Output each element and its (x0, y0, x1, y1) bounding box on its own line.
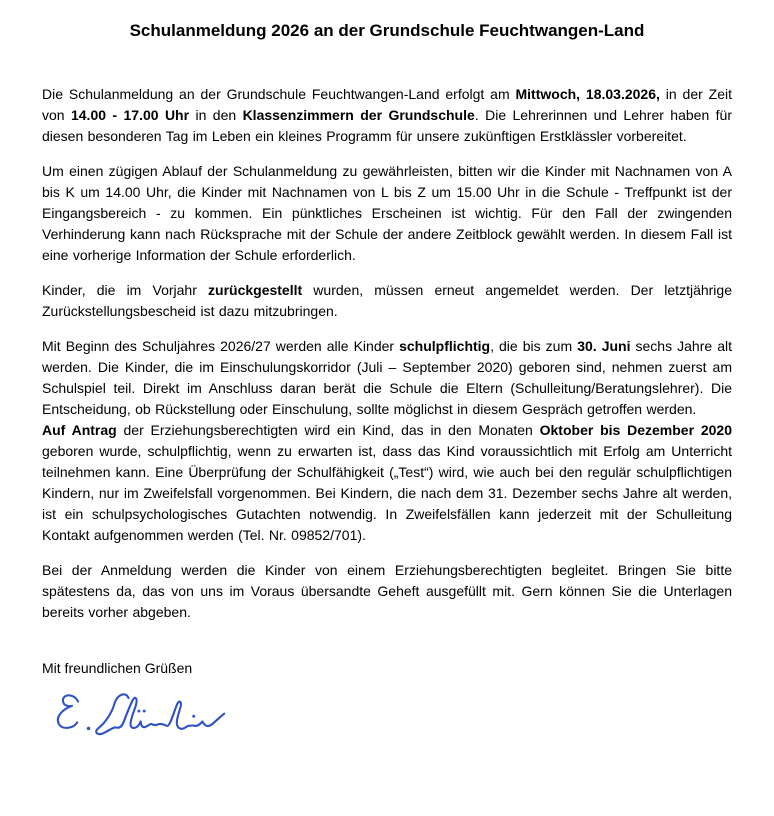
signature (52, 687, 252, 749)
text-run: Die Schulanmeldung an der Grundschule Feuchtwangen-Land erfolgt am (42, 86, 516, 102)
paragraphs-container (42, 84, 732, 623)
text-run: geboren wurde, schulpflichtig, wenn zu erwarten ist, dass das Kind voraussichtlich mit Erfolg am Unterricht teilnehmen kann. Eine Überprüfung der Schulfähigkeit („Test“) wird, wie auch bei den regulär schulpflichtigen Kindern, nur im Zweifelsfall vorgenommen. Bei Kindern, die nach dem 31. Dezember sechs Jahre alt werden, ist ein schulpsychologisches Gutachten notwendig. In Zweifelsfällen kann jederzeit mit der Schulleitung Kontakt aufgenommen werden (Tel. Nr. 09852/701). (42, 443, 732, 543)
bold-text-run: schulpflichtig (399, 338, 491, 354)
bold-text-run: Oktober bis Dezember 2020 (539, 422, 732, 438)
text-run: in den (189, 107, 243, 123)
paragraph (42, 560, 732, 623)
text-run: Kinder, die im Vorjahr (42, 282, 209, 298)
text-run: . Die Lehrerinnen und Lehrer haben für diesen besonderen Tag im Leben ein kleines Programm für unsere zukünftigen Erstklässler vorbereitet. (42, 107, 732, 144)
bold-text-run: 14.00 - 17.00 Uhr (70, 107, 190, 123)
text-run: der Erziehungsberechtigten wird ein Kind, das in den Monaten (116, 422, 540, 438)
text-run: Bei der Anmeldung werden die Kinder von einem Erziehungsberechtigten begleitet. Bringen Sie bitte spätestens da, das von uns im Voraus übersandte Geheft ausgefüllt mit. Gern können Sie die Unterlagen bereits vorher abgeben. (42, 562, 732, 620)
text-run: wurden, müssen erneut angemeldet werden. Der letztjährige Zurückstellungsbescheid ist dazu mitzubringen. (42, 282, 732, 319)
document-title: Schulanmeldung 2026 an der Grundschule Feuchtwangen-Land (129, 21, 645, 40)
bold-text-run: Auf Antrag (42, 422, 117, 438)
document-content (0, 41, 774, 749)
text-run: Mit Beginn des Schuljahres 2026/27 werden alle Kinder (42, 338, 400, 354)
text-run: sechs Jahre alt werden. Die Kinder, die im Einschulungskorridor (Juli – September 2020) geboren sind, nehmen zuerst am Schulspiel teil. Direkt im Anschluss daran berät die Schule die Eltern (Schulleitung/Beratungslehrer). Die Entscheidung, ob Rückstellung oder Einschulung, sollte möglichst in diesem Gespräch getroffen werden. (42, 338, 732, 417)
text-run: , die bis zum (490, 338, 578, 354)
closing-salutation: Mit freundlichen Grüßen (42, 660, 193, 676)
paragraph (42, 161, 732, 266)
bold-text-run: zurückgestellt (208, 282, 303, 298)
text-run: in der Zeit von (42, 86, 732, 123)
paragraph (42, 336, 732, 420)
paragraph (42, 84, 732, 147)
text-run: Um einen zügigen Ablauf der Schulanmeldung zu gewährleisten, bitten wir die Kinder mit Nachnamen von A bis K um 14.00 Uhr, die Kinder mit Nachnamen von L bis Z um 15.00 Uhr in die Schule - Treffpunkt ist der Eingangsbereich - zu kommen. Ein pünktliches Erscheinen ist wichtig. Für den Fall der zwingenden Verhinderung kann nach Rücksprache mit der Schule der andere Zeitblock gewählt werden. In diesem Fall ist eine vorherige Information der Schule erforderlich. (42, 163, 732, 263)
paragraph (42, 420, 732, 546)
signature-handwriting-icon (52, 687, 252, 749)
bold-text-run: Klassenzimmern der Grundschule (242, 107, 475, 123)
bold-text-run: Mittwoch, 18.03.2026, (515, 86, 660, 102)
bold-text-run: 30. Juni (577, 338, 631, 354)
paragraph (42, 280, 732, 322)
